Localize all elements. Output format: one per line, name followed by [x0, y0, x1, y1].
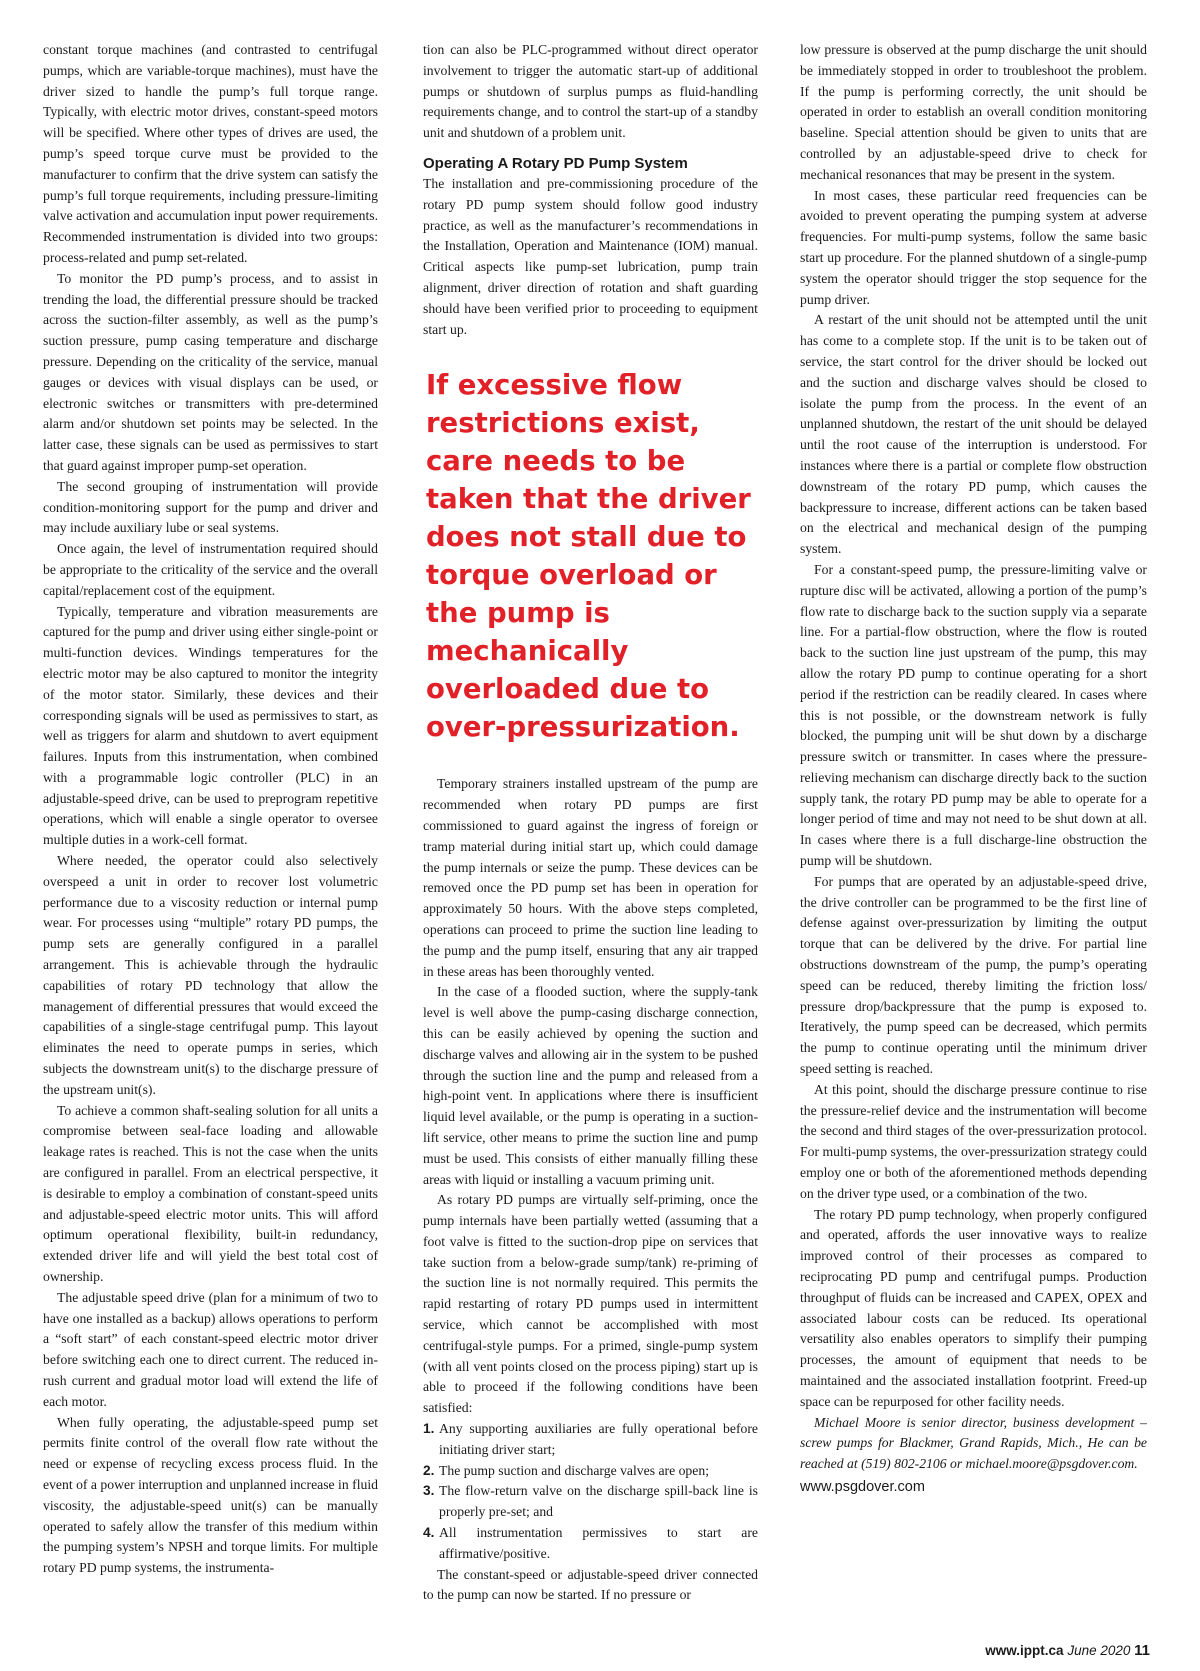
paragraph: The installation and pre-commissioning procedure of the rotary PD pump system should follow good industry practice, as well as the manufacturer’s recommendations in the Installation, Operation and Maintenance (IOM) manual. Critical aspects like pump-set lubrication, pump train alignment, driver direction of rotation and shaft guarding should have been verified prior to proceeding to equipment start up. [423, 175, 758, 337]
page-number: 11 [1134, 1642, 1150, 1659]
footer-date: June 2020 [1067, 1643, 1131, 1658]
paragraph: The constant-speed or adjustable-speed driver connected to the pump can now be started. If no pressure or [423, 1566, 758, 1603]
paragraph: For a constant-speed pump, the pressure-limiting valve or rupture disc will be activated, allowing a portion of the pump’s flow rate to discharge back to the suction supply via a separate line. For a partial-flow obstruction, where the flow is routed back to the suction line just upstream of the pump, this may allow the rotary PD pump to continue operating for a short period if the restriction can be readily cleared. In cases where this is not possible, or the downstream network is fully blocked, the pumping unit will be shut down by a discharge pressure switch or transmitter. In cases where the pressure-relieving mechanism can discharge directly back to the suction supply tank, the rotary PD pump may be able to operate for a longer period of time and may not need to be shut down at all. In cases where there is a full discharge-line obstruction the pump will be shutdown. [800, 561, 1147, 869]
list-number: 4. [423, 1525, 435, 1541]
paragraph: When fully operating, the adjustable-speed pump set permits finite control of the overall flow rate without the need or expense of recycling excess process fluid. In the event of a power interruption and unplanned increase in fluid viscosity, the adjustable-speed unit(s) can be manually operated to safely allow the transfer of this medium within the pumping system’s NPSH and torque limits. For multiple rotary PD pump systems, the instrumenta- [43, 1414, 378, 1576]
paragraph: For pumps that are operated by an adjustable-speed drive, the drive controller can be programmed to be the first line of defense against over-pressurization by limiting the output torque that can be delivered by the drive. For partial line obstructions downstream of the pump, the pump’s operating speed can be reduced, thereby limiting the friction loss/ pressure drop/backpressure that the pump is exposed to. Iteratively, the pump speed can be decreased, which permits the pump to continue operating until the minimum driver speed setting is reached. [800, 873, 1147, 1077]
paragraph: Where needed, the operator could also selectively overspeed a unit in order to recover lost volumetric performance due to a viscosity reduction or internal pump wear. For processes using “multiple” rotary PD pumps, the pump sets are generally configured in a parallel arrangement. This is achievable through the hydraulic capabilities of rotary PD technology that allow the management of differential pressures that would exceed the capabilities of a single-stage centrifugal pump. This layout eliminates the need to operate pumps in series, which subjects the downstream unit(s) to the discharge pressure of the upstream unit(s). [43, 853, 378, 1097]
paragraph: To monitor the PD pump’s process, and to assist in trending the load, the differential pressure should be tracked across the suction-filter assembly, as well as the pump’s suction pressure, pump casing temperature and discharge pressure. Depending on the criticality of the service, manual gauges or devices with visual displays can be used, or electronic switches or transmitters with pre-determined alarm and/or shutdown set points may be selected. In the latter case, these signals can be used as permissives to start that guard against improper pump-set operation. [43, 270, 378, 473]
footer-url[interactable]: www.ippt.ca [985, 1643, 1064, 1658]
section-heading: Operating A Rotary PD Pump System [423, 154, 688, 172]
list-item [423, 1481, 758, 1523]
paragraph: A restart of the unit should not be attempted until the unit has come to a complete stop. If the unit is to be taken out of service, the start control for the driver should be locked out and the suction and discharge valves should be closed to isolate the pump from the process. In the event of an unplanned shutdown, the restart of the unit should be delayed until the root cause of the interruption is understood. For instances where there is a partial or complete flow obstruction downstream of the rotary PD pump, which causes the backpressure to increase, different actions can be taken based on the electrical and mechanical design of the pumping system. [800, 312, 1147, 557]
paragraph: As rotary PD pumps are virtually self-priming, once the pump internals have been partially wetted (assuming that a foot valve is fitted to the suction-drop pipe on services that take suction from a below-grade sump/tank) re-priming of the suction line is not normally required. This permits the rapid restarting of rotary PD pumps used in intermittent service, which cannot be accomplished with most centrifugal-style pumps. For a primed, single-pump system (with all vent points closed on the process piping) start up is able to proceed if the following conditions have been satisfied: [423, 1192, 758, 1416]
paragraph: The rotary PD pump technology, when properly configured and operated, affords the user innovative ways to realize improved control of their processes as compared to reciprocating PD pump and centrifugal pumps. Production throughput of fluids can be increased and CAPEX, OPEX and associated labour costs can be reduced. Its operational versatility also enables operators to simplify their pumping processes, the amount of equipment that needs to be maintained and the associated installation footprint. Freed-up space can be repurposed for other facility needs. [800, 1206, 1147, 1409]
paragraph: At this point, should the discharge pressure continue to rise the pressure-relief device and the instrumentation will become the second and third stages of the over-pressurization protocol. For multi-pump systems, the over-pressurization strategy could employ one or both of the aforementioned methods depending on the driver type used, or a combination of the two. [800, 1081, 1147, 1201]
list-number: 1. [423, 1421, 435, 1437]
list-item-text: Any supporting auxiliaries are fully operational before initiating driver start; [439, 1421, 758, 1457]
list-item-text: The pump suction and discharge valves are open; [439, 1462, 709, 1478]
list-item [423, 1523, 758, 1565]
paragraph: The adjustable speed drive (plan for a minimum of two to have one installed as a backup) allows operations to perform a “soft start” of each constant-speed electric motor driver before switching each one to direct current. The reduced in-rush current and gradual motor load will extend the life of each motor. [43, 1289, 378, 1409]
article-column-2 [423, 40, 758, 1606]
author-bio: Michael Moore is senior director, business development – screw pumps for Blackmer, Grand Rapids, Mich., He can be reached at (519) 802-2106 or michael.moore@psgdover.com. [800, 1414, 1147, 1472]
paragraph: The second grouping of instrumentation will provide condition-monitoring support for the pump and driver and may include auxiliary lube or seal systems. [43, 478, 378, 536]
paragraph: Once again, the level of instrumentation required should be appropriate to the criticality of the service and the overall capital/replacement cost of the equipment. [43, 541, 378, 598]
paragraph: Typically, temperature and vibration measurements are captured for the pump and driver using either single-point or multi-function devices. Windings temperatures for the electric motor may be also captured to monitor the integrity of the motor stator. Similarly, these devices and their corresponding signals will be used as permissives to start, as well as triggers for alarm and shutdown to avert equipment failures. Inputs from this instrumentation, when combined with a programmable logic controller (PLC) in an adjustable-speed drive, can be used to preprogram repetitive operations, which will enable a single operator to oversee multiple duties in a work-cell format. [43, 603, 378, 848]
paragraph: Temporary strainers installed upstream of the pump are recommended when rotary PD pumps are first commissioned to guard against the ingress of foreign or tramp material during initial start up, which could damage the pump internals or seize the pump. These devices can be removed once the PD pump set has been in operation for approximately 50 hours. With the above steps completed, operations can proceed to prime the suction line leading to the pump and the pump itself, ensuring that any air trapped in these areas has been thoroughly vented. [423, 776, 758, 979]
list-item [423, 1461, 758, 1482]
list-item [423, 1419, 758, 1461]
list-item-text: The flow-return valve on the discharge spill-back line is properly pre-set; and [439, 1483, 758, 1520]
page-footer [985, 1642, 1150, 1659]
paragraph: To achieve a common shaft-sealing solution for all units a compromise between seal-face loading and allowable leakage rates is reached. This is not the case when the units are configured in parallel. From an electrical perspective, it is desirable to employ a combination of constant-speed units and adjustable-speed electric motor units. This will afford optimum operational flexibility, built-in redundancy, extended driver life and will yield the best total cost of ownership. [43, 1102, 378, 1285]
list-number: 2. [423, 1462, 435, 1478]
pull-quote: If excessive flow restrictions exist, care needs to be taken that the driver does not stall due to torque overload or the pump is mechanically overloaded due to over-pressurization. [426, 369, 751, 744]
paragraph: constant torque machines (and contrasted to centrifugal pumps, which are variable-torque machines), must have the driver sized to handle the pump’s full torque range. Typically, with electric motor drives, constant-speed motors will be specified. Where other types of drives are used, the pump’s speed torque curve must be provided to the manufacturer to confirm that the drive system can satisfy the pump’s full torque requirements, including pressure-limiting valve activation and accumulation input power requirements. Recommended instrumentation is divided into two groups: process-related and pump set-related. [43, 42, 378, 265]
list-item-text: All instrumentation permissives to start are affirmative/positive. [439, 1525, 758, 1561]
article-column-1 [43, 40, 378, 1579]
paragraph: In the case of a flooded suction, where the supply-tank level is well above the pump-casing discharge connection, this can be easily achieved by opening the suction and discharge valves and allowing air in the system to be pushed through the suction line and the pump and released from a high-point vent. In applications where there is insufficient liquid level available, or the pump is operating in a suction-lift service, other means to prime the suction line and pump must be used. This consists of either manually filling these areas with liquid or installing a vacuum priming unit. [423, 984, 758, 1187]
website-link[interactable]: www.psgdover.com [800, 1478, 925, 1495]
paragraph: low pressure is observed at the pump discharge the unit should be immediately stopped in order to troubleshoot the problem. If the pump is performing correctly, the unit should be operated in order to establish an overall condition monitoring baseline. Special attention should be given to units that are controlled by an adjustable-speed drive to check for mechanical resonances that may be present in the system. [800, 42, 1147, 182]
paragraph: In most cases, these particular reed frequencies can be avoided to prevent operating the pumping system at adverse frequencies. For multi-pump systems, follow the same basic start up procedure. For the planned shutdown of a single-pump system the operator should trigger the stop sequence for the pump driver. [800, 187, 1147, 307]
paragraph: tion can also be PLC-programmed without direct operator involvement to trigger the automatic start-up of additional pumps or shutdown of surplus pumps as fluid-handling requirements change, and to control the start-up of a standby unit and shutdown of a problem unit. [423, 42, 758, 141]
article-column-3 [800, 40, 1147, 1498]
list-number: 3. [423, 1483, 435, 1499]
startup-conditions-list [423, 1419, 758, 1565]
